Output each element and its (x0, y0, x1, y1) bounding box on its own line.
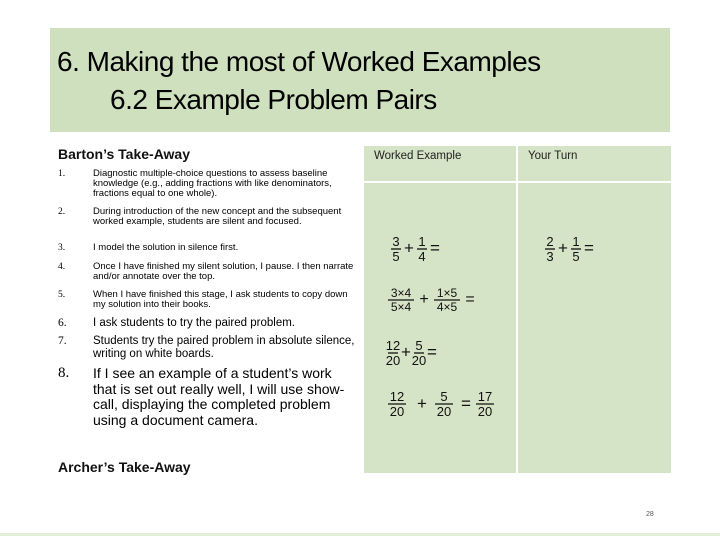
equals-sign: = (465, 291, 475, 309)
plus-sign: + (404, 238, 414, 258)
equals-sign: = (461, 394, 471, 413)
numerator: 17 (477, 389, 493, 404)
numerator: 2 (546, 234, 554, 249)
numerator: 5 (440, 389, 448, 404)
denominator: 3 (546, 249, 554, 264)
item-number: 4. (58, 262, 66, 272)
denominator: 20 (385, 353, 401, 368)
footer-rule (0, 533, 720, 536)
numerator: 1 (572, 234, 580, 249)
equals-sign: = (584, 238, 594, 258)
denominator: 20 (411, 353, 427, 368)
denominator: 5×4 (390, 300, 412, 314)
item-text: I model the solution in silence first. (93, 242, 239, 253)
equals-sign: = (430, 238, 440, 258)
plus-sign: + (419, 291, 429, 309)
plus-sign: + (417, 394, 427, 413)
item-number: 2. (58, 207, 66, 217)
worked-example-header-label: Worked Example (374, 150, 462, 162)
numerator: 1×5 (436, 286, 458, 300)
denominator: 5 (392, 249, 400, 264)
numerator: 5 (415, 338, 423, 353)
item-text: During introduction of the new concept and the subsequent worked example, students are silent and focused. (93, 206, 342, 227)
slide-subtitle: 6.2 Example Problem Pairs (110, 84, 437, 115)
item-number: 6. (58, 317, 67, 329)
numerator: 3 (392, 234, 400, 249)
item-text: If I see an example of a student’s work that is set out really well, I will use show-call, displaying the completed problem using a document camera. (93, 365, 345, 428)
plus-sign: + (401, 342, 411, 362)
numerator: 12 (389, 389, 405, 404)
item-number: 7. (58, 335, 67, 347)
item-text: Students try the paired problem in absolute silence, writing on white boards. (93, 335, 355, 360)
item-text: Once I have finished my silent solution, I pause. I then narrate and/or annotate over the top. (93, 261, 354, 282)
equals-sign: = (427, 342, 437, 362)
denominator: 5 (572, 249, 580, 264)
item-number: 3. (58, 243, 66, 253)
archer-heading: Archer’s Take-Away (58, 459, 191, 475)
numerator: 1 (418, 234, 426, 249)
item-text: Diagnostic multiple-choice questions to assess baseline knowledge (e.g., adding fractions with like denominators, fractions equal to one whole). (93, 168, 332, 199)
denominator: 20 (389, 404, 405, 419)
denominator: 4×5 (436, 300, 458, 314)
item-text: When I have finished this stage, I ask students to copy down my solution into their books. (93, 289, 348, 310)
item-number: 1. (58, 169, 66, 179)
page-number: 28 (646, 511, 654, 518)
denominator: 20 (436, 404, 452, 419)
item-number: 8. (58, 365, 70, 381)
slide-title: 6. Making the most of Worked Examples (57, 46, 541, 77)
item-number: 5. (58, 290, 66, 300)
numerator: 3×4 (390, 286, 412, 300)
your-turn-header-label: Your Turn (528, 150, 578, 162)
denominator: 20 (477, 404, 493, 419)
plus-sign: + (558, 238, 568, 258)
numerator: 12 (385, 338, 401, 353)
barton-heading: Barton’s Take-Away (58, 146, 191, 162)
item-text: I ask students to try the paired problem. (93, 317, 295, 329)
denominator: 4 (418, 249, 426, 264)
